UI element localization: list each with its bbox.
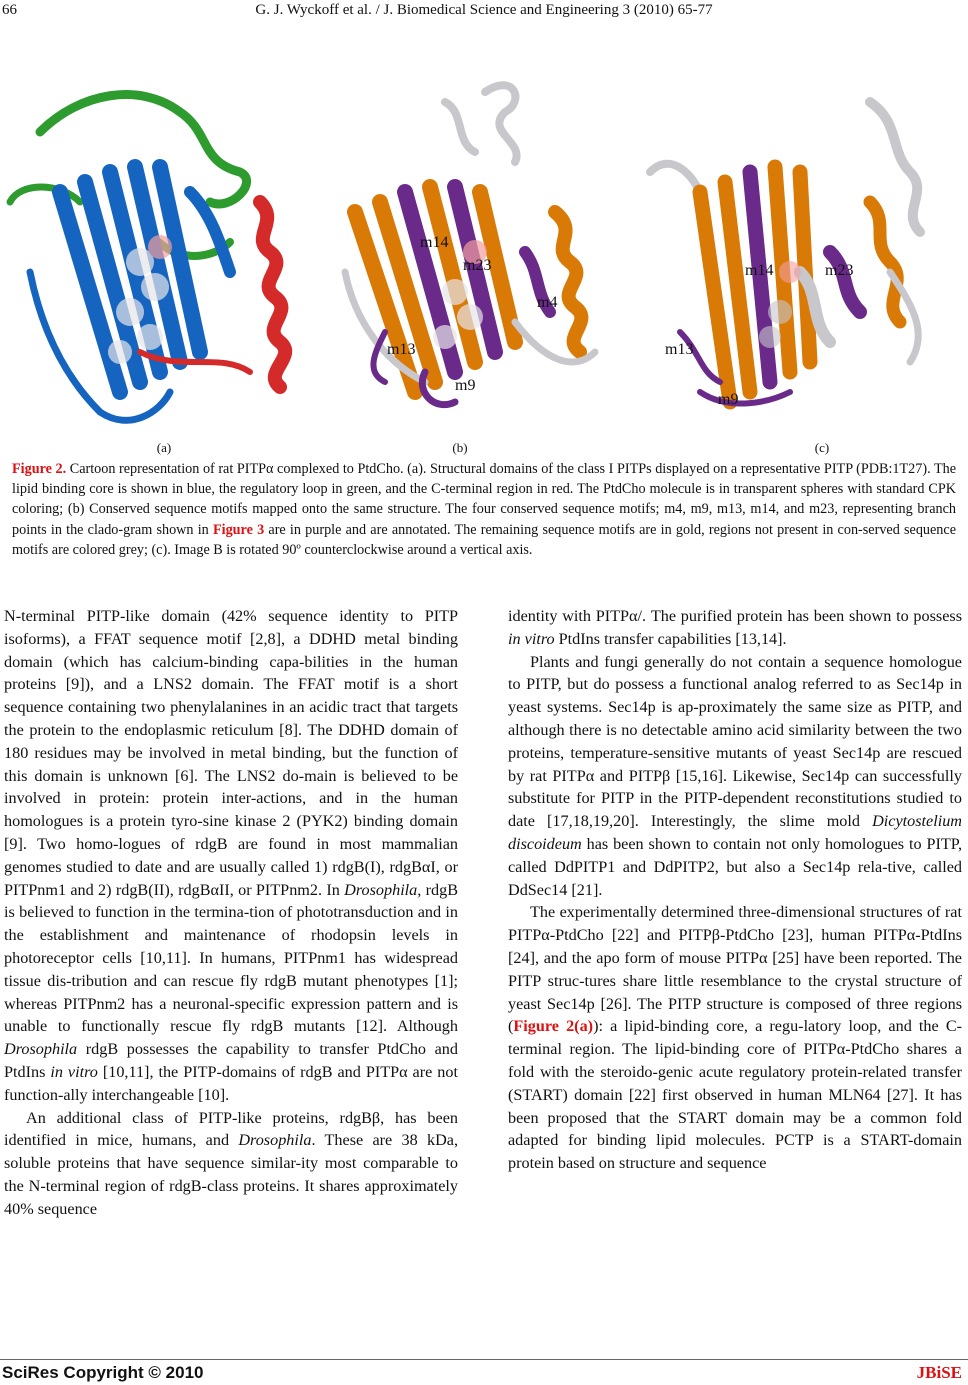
italic-text: Drosophila xyxy=(4,1040,78,1059)
caption-figure-ref[interactable]: Figure 3 xyxy=(212,521,265,538)
motif-label: m13 xyxy=(387,341,416,358)
italic-text: in vitro xyxy=(50,1062,98,1081)
right-column xyxy=(508,605,962,1175)
motif-label: m23 xyxy=(825,262,854,279)
motif-label: m9 xyxy=(718,391,739,408)
italic-text: Dicytostelium discoideum xyxy=(508,812,962,853)
text: [10,11], the PITP-domains of rdgB and PITPα are not function-ally interchangeable [10]. xyxy=(4,1062,458,1104)
panel-label-b: (b) xyxy=(452,440,468,455)
motif-label: m14 xyxy=(420,234,449,251)
text: has been shown to contain not only homologues to PITP, called DdPITP1 and DdPITP2, but also a Sec14p rela-tive, called DdSec14 [21]. xyxy=(508,834,962,899)
italic-text: Drosophila xyxy=(238,1131,312,1150)
panel-a-structure xyxy=(0,72,310,432)
panel-c-rotated xyxy=(640,72,950,432)
footer-divider xyxy=(0,1359,968,1360)
footer-copyright: SciRes Copyright © 2010 xyxy=(2,1363,204,1382)
page-number: 66 xyxy=(2,2,17,18)
motif-label: m9 xyxy=(455,377,476,394)
panel-c-protein-cartoon xyxy=(640,72,950,432)
text: PtdIns transfer capabilities [13,14]. xyxy=(554,629,787,648)
caption-text-2: are in purple and are annotated. The remaining sequence motifs are in gold, regions not present in con-served sequence motifs are colored grey; (c). Image B is rotated 90º counterclockwise around a vertical axis. xyxy=(12,521,956,558)
italic-text: in vitro xyxy=(508,629,555,648)
page-header xyxy=(0,2,968,26)
paragraph xyxy=(508,651,962,902)
panel-label-c: (c) xyxy=(814,440,830,455)
figure-reference-link[interactable]: Figure 2(a) xyxy=(513,1017,594,1036)
left-column xyxy=(4,605,458,1221)
caption-label: Figure 2. xyxy=(12,461,67,477)
panel-b-protein-cartoon xyxy=(325,72,635,432)
text: identity with PITPα/. The purified protein has been shown to possess xyxy=(508,607,962,625)
figure-caption xyxy=(12,459,956,560)
motif-label: m13 xyxy=(665,341,694,358)
text: An additional class of PITP-like proteins, rdgBβ, has been identified in mice, humans, and xyxy=(4,1108,458,1150)
running-title: G. J. Wyckoff et al. / J. Biomedical Science and Engineering 3 (2010) 65-77 xyxy=(255,2,713,18)
motif-label: m4 xyxy=(537,294,558,311)
panel-a-protein-cartoon xyxy=(0,72,310,432)
text: Plants and fungi generally do not contain a sequence homologue to PITP, but do possess a functional analog referred to as Sec14p in yeast systems. Sec14p is ap-proximately the same size as PITP, and although there is no detectable amino acid similarity between the two proteins, temperature-sensitive mutants of yeast Sec14p are rescued by rat PITPα and PITPβ [15,16]. Likewise, Sec14p can successfully substitute for PITP in the PITP-dependent reconstitutions studied to date [17,18,19,20]. Interestingly, the slime mold xyxy=(508,652,962,831)
paragraph xyxy=(4,1107,458,1221)
text: rdgB is believed to function in the termina-tion of phototransduction and in the establishment and maintenance of rhodopsin levels in photoreceptor cells [10,11]. In humans, PITPnm1 has widespread tissue dis-tribution and can rescue fly rdgB mutant phenotypes [1]; whereas PITPnm2 has a neuronal-specific expression pattern and is unable to functionally rescue fly rdgB mutants [12]. Although xyxy=(4,880,459,1036)
caption-text-1: Cartoon representation of rat PITPα complexed to PtdCho. (a). Structural domains of the class I PITPs displayed on a representative PITP (PDB:1T27). The lipid binding core is shown in blue, the regulatory loop in green, and the C-terminal region in red. The PtdCho molecule is in transparent spheres with standard CPK coloring; (b) Conserved sequence motifs mapped onto the same structure. The four conserved sequence motifs; m4, m9, m13, m14, and m23, representing branch points in the clado-gram shown in xyxy=(12,461,957,538)
paragraph xyxy=(508,605,962,651)
text: ): a lipid-binding core, a regu-latory loop, and the C-terminal region. The lipid-binding core of PITPα-PtdCho shares a fold with the steroido-genic acute regulatory protein-related transfer (START) domain [22] first observed in human MLN64 [27]. It has been proposed that the START domain may be a common fold adapted for binding lipid molecules. PCTP is a START-domain protein based on structure and sequence xyxy=(508,1017,963,1173)
footer-journal: JBiSE xyxy=(916,1363,962,1382)
italic-text: Drosophila, xyxy=(344,880,422,899)
motif-label: m23 xyxy=(463,257,492,274)
panel-label-a: (a) xyxy=(156,440,172,455)
paragraph xyxy=(4,605,458,1107)
text: . These are 38 kDa, soluble proteins that have sequence similar-ity most comparable to the N-terminal region of rdgB-class proteins. It shares approximately 40% sequence xyxy=(4,1131,458,1218)
c-terminal-helix-red xyxy=(260,202,285,387)
figure-2 xyxy=(0,72,968,455)
paragraph xyxy=(508,901,962,1175)
text: N-terminal PITP-like domain (42% sequence identity to PITP isoforms), a FFAT sequence motif [2,8], a DDHD metal binding domain (which has calcium-binding capa-bilities in the human proteins [9]), and a LNS2 domain. The FFAT motif is a short sequence containing two phenylalanines in an acidic tract that targets the protein to the endoplasmic reticulum [8]. The DDHD domain of 180 residues may be involved in metal binding, but the function of this domain is unknown [6]. The LNS2 do-main is believed to be involved in protein: protein inter-actions, and in the human homologues is a protein tyro-sine kinase 2 (PYK2) binding domain [9]. Two homo-logues of rdgB are found in most mammalian genomes studied to date and are usually called 1) rdgB(I), rdgBαI, or PITPnm1 and 2) rdgB(II), rdgBαII, or PITPnm2. In xyxy=(4,607,458,899)
panel-b-motifs xyxy=(325,72,635,432)
text: rdgB possesses the capability to transfer PtdCho and PtdIns xyxy=(4,1040,458,1081)
text: The experimentally determined three-dimensional structures of rat PITPα-PtdCho [22] and PITPβ-PtdCho [23], human PITPα-PtdIns [24], and the apo form of mouse PITPα [25] have been reported. The PITP struc-tures share little resemblance to the crystal structure of yeast Sec14p [26]. The PITP structure is composed of three regions ( xyxy=(508,903,962,1036)
motif-label: m14 xyxy=(745,262,774,279)
